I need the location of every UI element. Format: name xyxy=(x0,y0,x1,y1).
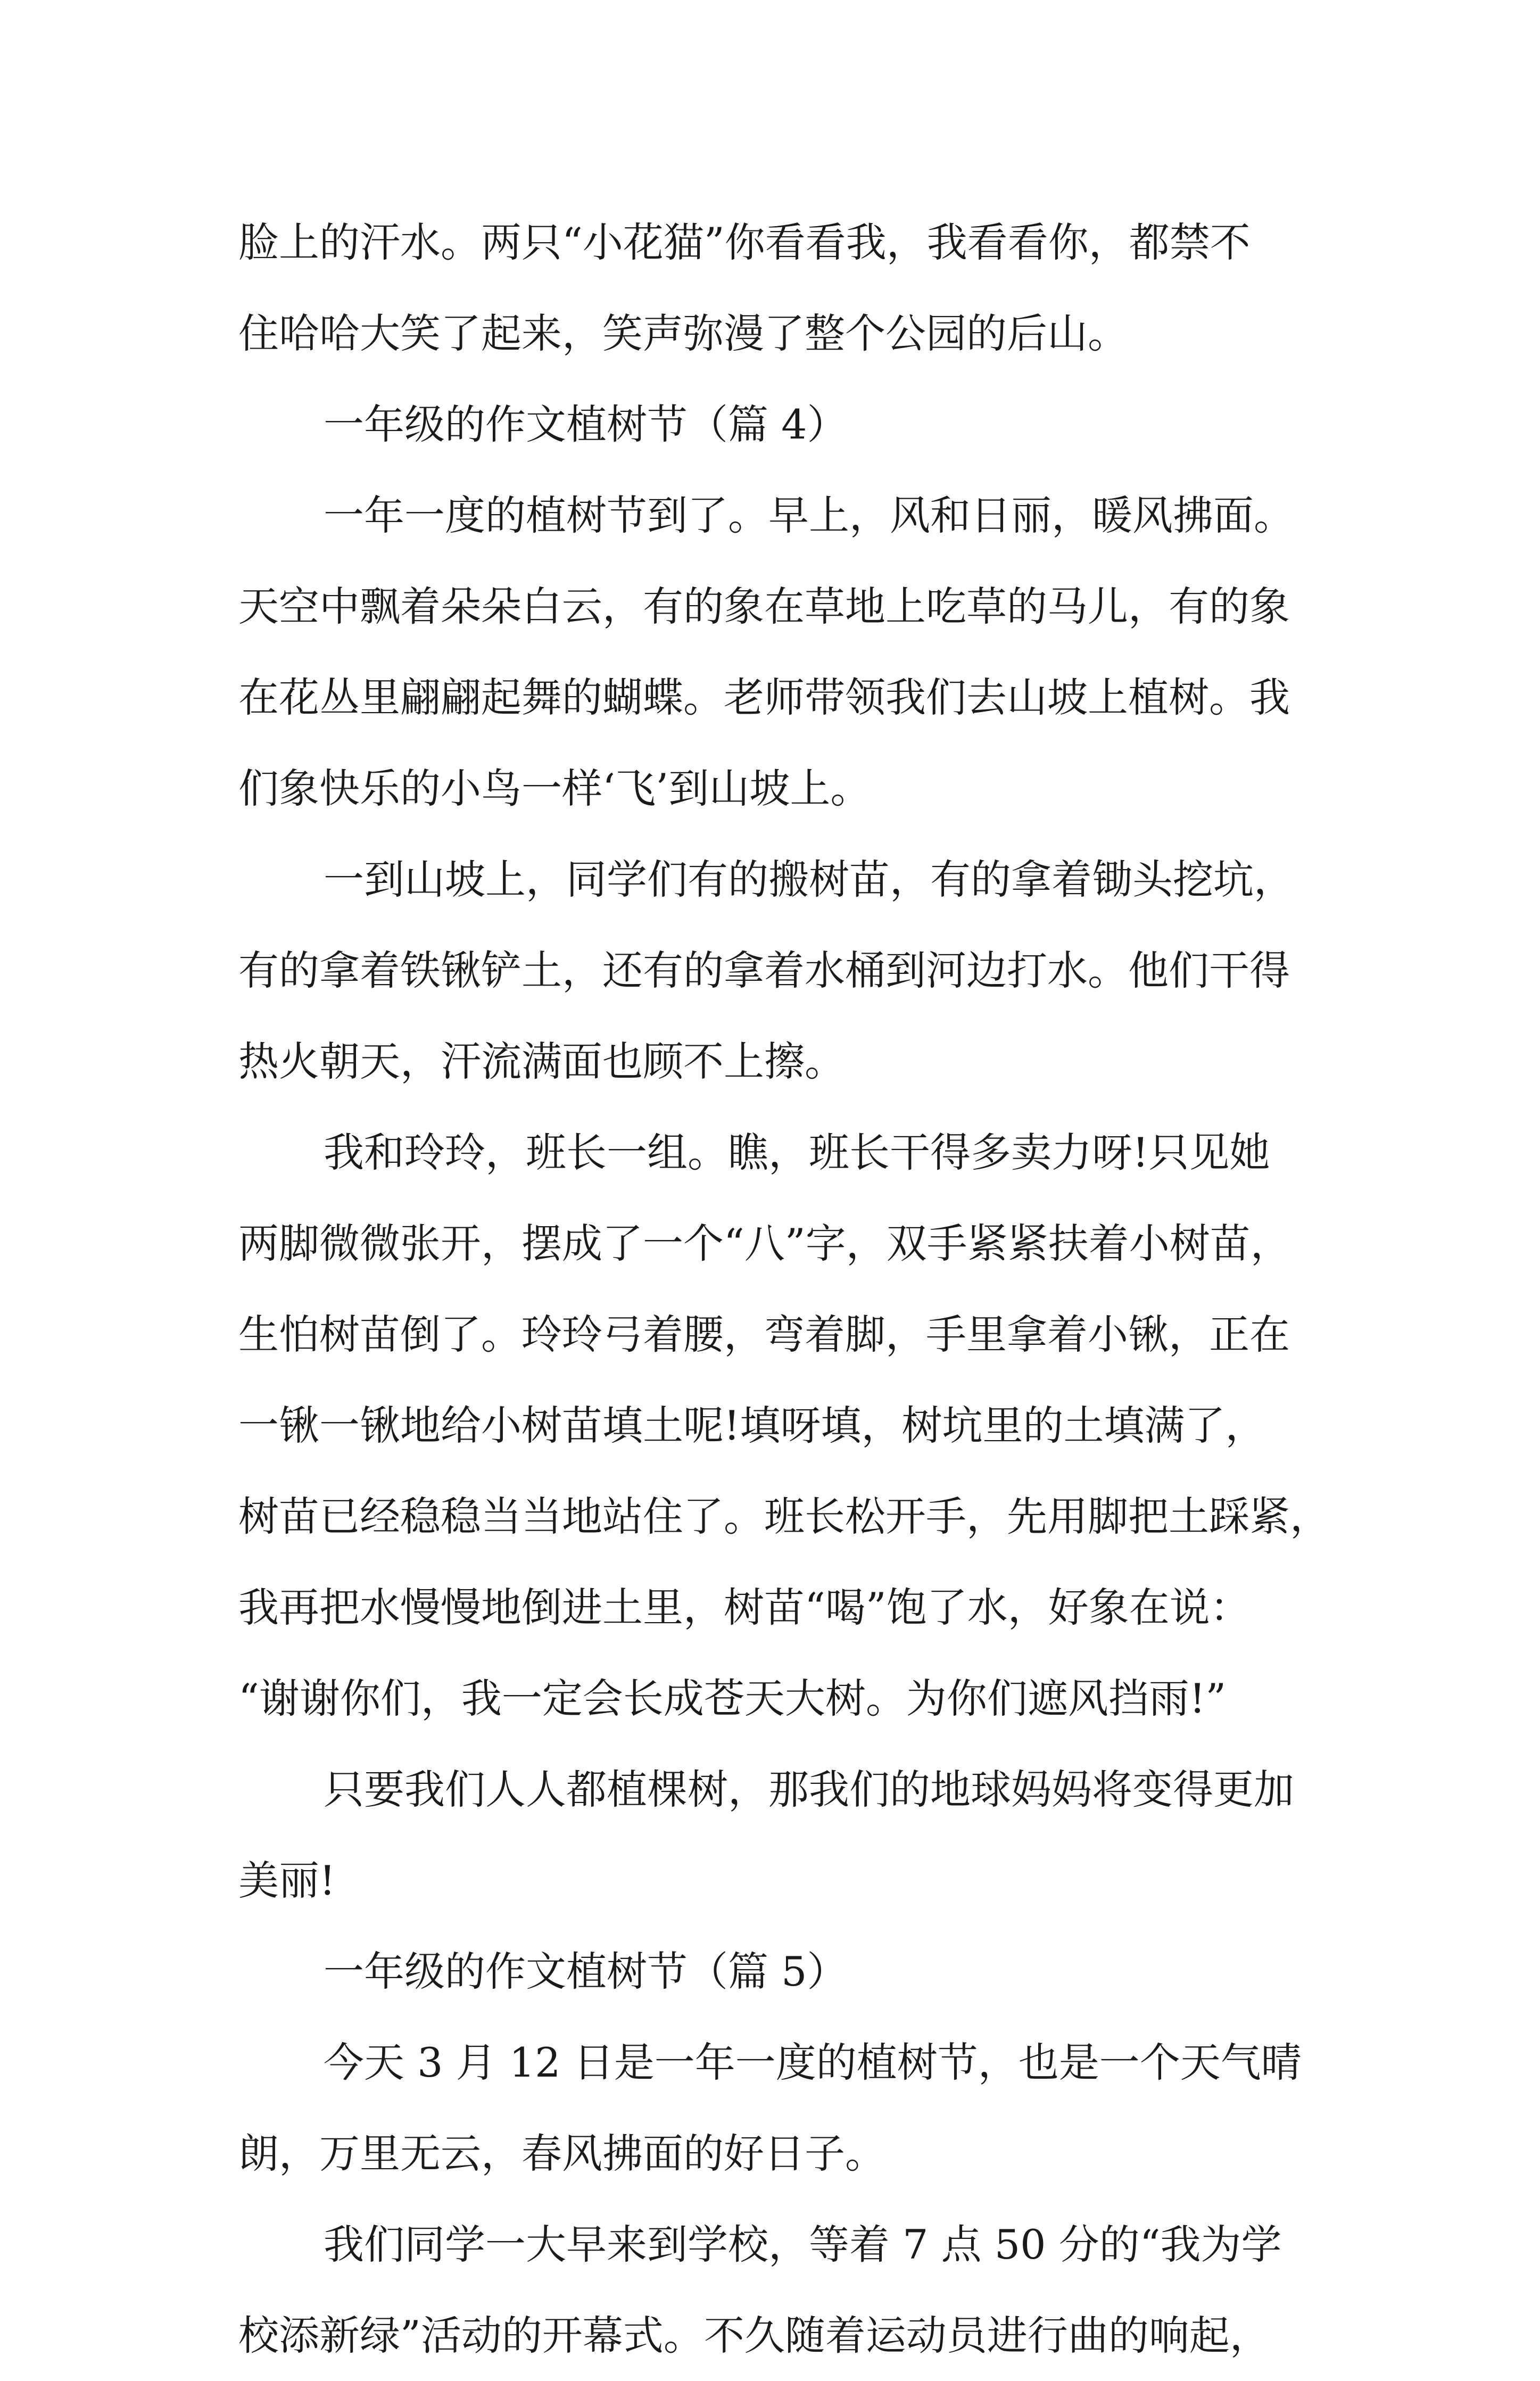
text-line: 校添新绿”活动的开幕式。不久随着运动员进行曲的响起， xyxy=(238,2312,1270,2359)
text-line: 在花丛里翩翩起舞的蝴蝶。老师带领我们去山坡上植树。我 xyxy=(238,674,1290,721)
text-line: 只要我们人人都植棵树，那我们的地球妈妈将变得更加 xyxy=(324,1766,1294,1813)
text-line: 有的拿着铁锹铲土，还有的拿着水桶到河边打水。他们干得 xyxy=(238,947,1290,994)
text-line: 热火朝天，汗流满面也顾不上擦。 xyxy=(238,1038,845,1085)
body-text xyxy=(238,197,1330,2381)
text-line: 朗，万里无云，春风拂面的好日子。 xyxy=(238,2130,885,2177)
text-line: 我和玲玲，班长一组。瞧，班长干得多卖力呀!只见她 xyxy=(324,1129,1270,1176)
text-line: 一到山坡上，同学们有的搬树苗，有的拿着锄头挖坑， xyxy=(324,856,1294,903)
text-line: 住哈哈大笑了起来，笑声弥漫了整个公园的后山。 xyxy=(238,310,1128,357)
text-line: 一年级的作文植树节（篇 5） xyxy=(324,1948,848,1995)
text-line: 脸上的汗水。两只“小花猫”你看看我，我看看你，都禁不 xyxy=(238,219,1251,266)
text-line: “谢谢你们，我一定会长成苍天大树。为你们遮风挡雨!” xyxy=(238,1675,1227,1722)
text-line: 今天 3 月 12 日是一年一度的植树节，也是一个天气晴 xyxy=(324,2039,1302,2086)
text-line: 们象快乐的小鸟一样‘飞’到山坡上。 xyxy=(238,765,871,812)
text-line: 我们同学一大早来到学校，等着 7 点 50 分的“我为学 xyxy=(324,2221,1282,2268)
text-line: 我再把水慢慢地倒进土里，树苗“喝”饱了水，好象在说： xyxy=(238,1584,1251,1631)
text-line: 一年级的作文植树节（篇 4） xyxy=(324,401,848,448)
text-line: 天空中飘着朵朵白云，有的象在草地上吃草的马儿，有的象 xyxy=(238,583,1290,630)
text-line: 树苗已经稳稳当当地站住了。班长松开手，先用脚把土踩紧， xyxy=(238,1493,1330,1540)
text-line: 美丽! xyxy=(238,1857,336,1904)
text-line: 一锹一锹地给小树苗填土呢!填呀填，树坑里的土填满了， xyxy=(238,1402,1266,1449)
text-line: 一年一度的植树节到了。早上，风和日丽，暖风拂面。 xyxy=(324,492,1294,539)
text-line: 两脚微微张开，摆成了一个“八”字，双手紧紧扶着小树苗， xyxy=(238,1220,1291,1267)
text-line: 生怕树苗倒了。玲玲弓着腰，弯着脚，手里拿着小锹，正在 xyxy=(238,1311,1290,1358)
